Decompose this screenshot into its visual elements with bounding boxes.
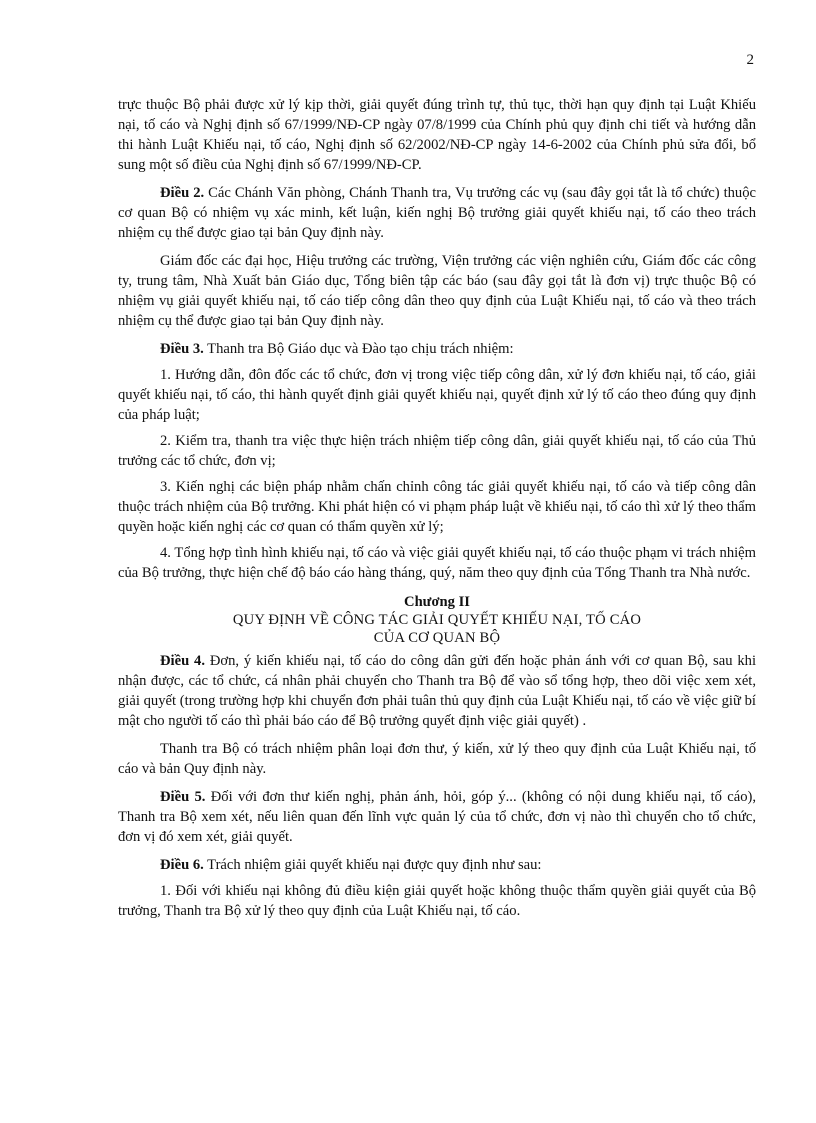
chapter-heading — [118, 593, 756, 647]
document-body — [118, 95, 756, 927]
article-5-label: Điều 5. — [160, 789, 206, 805]
article-4-label: Điều 4. — [160, 653, 205, 669]
chapter-title-line-1: QUY ĐỊNH VỀ CÔNG TÁC GIẢI QUYẾT KHIẾU NẠI, TỐ CÁO — [232, 612, 642, 628]
article-3-item-3: 3. Kiến nghị các biện pháp nhằm chấn chỉnh công tác giải quyết khiếu nại, tố cáo và tiếp công dân thuộc trách nhiệm của Bộ trưởng. Khi phát hiện có vi phạm pháp luật về khiếu nại, tố cáo thì xử lý theo thẩm quyền hoặc kiến nghị các cơ quan có thẩm quyền xử lý; — [118, 479, 756, 535]
article-2 — [118, 183, 756, 243]
article-3-text: Thanh tra Bộ Giáo dục và Đào tạo chịu trách nhiệm: — [203, 341, 514, 357]
article-6 — [118, 855, 756, 875]
article-2-text: Các Chánh Văn phòng, Chánh Thanh tra, Vụ trưởng các vụ (sau đây gọi tắt là tổ chức) thuộc cơ quan Bộ có nhiệm vụ xác minh, kết luận, kiến nghị Bộ trưởng giải quyết khiếu nại, tố cáo theo trách nhiệm cụ thể được giao tại bản Quy định này. — [118, 185, 756, 241]
chapter-title-line-2: CỦA CƠ QUAN BỘ — [373, 630, 501, 646]
chapter-number: Chương II — [404, 594, 470, 610]
article-5 — [118, 787, 756, 847]
article-4-text: Đơn, ý kiến khiếu nại, tố cáo do công dân gửi đến hoặc phản ánh với cơ quan Bộ, sau khi nhận được, các tổ chức, cá nhân phải chuyển cho Thanh tra Bộ để vào sổ tổng hợp, theo dõi việc xem xét, giải quyết (trong trường hợp khi chuyển đơn phải tuân thủ quy định của Luật Khiếu nại, tố cáo về việc giữ bí mật cho người tố cáo thì phải báo cáo để Bộ trưởng quyết định việc giải quyết) . — [118, 653, 756, 729]
article-4 — [118, 651, 756, 731]
paragraph-thanh-tra: Thanh tra Bộ có trách nhiệm phân loại đơn thư, ý kiến, xử lý theo quy định của Luật Khiếu nại, tố cáo và bản Quy định này. — [118, 741, 756, 777]
article-6-text: Trách nhiệm giải quyết khiếu nại được quy định như sau: — [203, 857, 542, 873]
page-number: 2 — [746, 52, 754, 68]
article-3 — [118, 339, 756, 359]
paragraph-giam-doc: Giám đốc các đại học, Hiệu trưởng các trường, Viện trưởng các viện nghiên cứu, Giám đốc các công ty, trung tâm, Nhà Xuất bản Giáo dục, Tổng biên tập các báo (sau đây gọi tắt là đơn vị) trực thuộc Bộ có nhiệm vụ giải quyết khiếu nại, tố cáo tiếp công dân theo quy định của Luật Khiếu nại, tố cáo và theo trách nhiệm cụ thể được giao tại bản Quy định này. — [118, 253, 756, 329]
paragraph-continuation: trực thuộc Bộ phải được xử lý kịp thời, giải quyết đúng trình tự, thủ tục, thời hạn quy định tại Luật Khiếu nại, tố cáo và Nghị định số 67/1999/NĐ-CP ngày 07/8/1999 của Chính phủ quy định chi tiết và hướng dẫn thi hành Luật Khiếu nại, tố cáo, Nghị định số 62/2002/NĐ-CP ngày 14-6-2002 của Chính phủ sửa đổi, bổ sung một số điều của Nghị định số 67/1999/NĐ-CP. — [118, 97, 756, 173]
article-3-item-2: 2. Kiểm tra, thanh tra việc thực hiện trách nhiệm tiếp công dân, giải quyết khiếu nại, tố cáo của Thủ trưởng các tổ chức, đơn vị; — [118, 433, 756, 469]
article-3-item-4: 4. Tổng hợp tình hình khiếu nại, tố cáo và việc giải quyết khiếu nại, tố cáo thuộc phạm vi trách nhiệm của Bộ trưởng, thực hiện chế độ báo cáo hàng tháng, quý, năm theo quy định của Tổng Thanh tra Nhà nước. — [118, 545, 756, 581]
article-3-item-1: 1. Hướng dẫn, đôn đốc các tổ chức, đơn vị trong việc tiếp công dân, xử lý đơn khiếu nại, tố cáo, giải quyết khiếu nại, tố cáo, thi hành quyết định giải quyết khiếu nại, quyết định xử lý tố cáo theo đúng quy định của pháp luật; — [118, 367, 756, 423]
article-6-label: Điều 6. — [160, 857, 204, 873]
article-3-label: Điều 3. — [160, 341, 204, 357]
article-5-text: Đối với đơn thư kiến nghị, phản ánh, hỏi, góp ý... (không có nội dung khiếu nại, tố cáo), Thanh tra Bộ xem xét, nếu liên quan đến lĩnh vực quản lý của tổ chức, đơn vị nào thì chuyển cho tổ chức, đơn vị đó xem xét, giải quyết. — [118, 789, 757, 845]
article-2-label: Điều 2. — [160, 185, 205, 201]
article-6-item-1: 1. Đối với khiếu nại không đủ điều kiện giải quyết hoặc không thuộc thẩm quyền giải quyết của Bộ trưởng, Thanh tra Bộ xử lý theo quy định của Luật Khiếu nại, tố cáo. — [118, 883, 756, 919]
